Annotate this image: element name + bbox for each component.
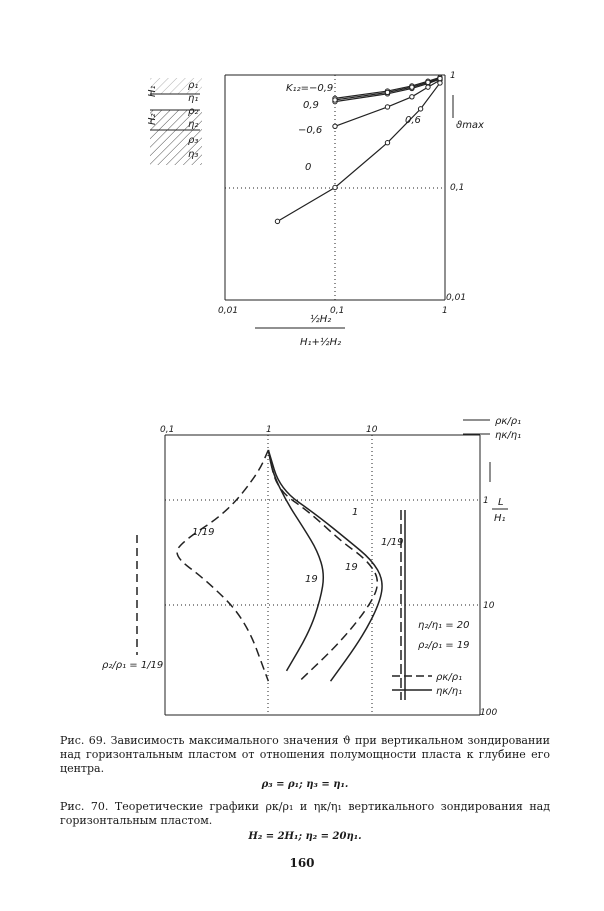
fig69-x-tick-1: 0,1 [330, 306, 345, 316]
fig70-y-tick-2: 100 [480, 708, 498, 718]
fig70-curve-label-d: 19 [305, 574, 318, 585]
fig69-y-mid: 0,1 [450, 183, 465, 193]
fig69-y-label: ϑmax [456, 120, 484, 131]
fig70-series-line-1 [268, 450, 377, 681]
strata-label-rho2: ρ₂ [188, 106, 199, 117]
fig70-x-tick-2: 10 [366, 425, 378, 435]
fig70-curve-label-e: 19 [345, 562, 358, 573]
fig69-y-top: 1 [450, 71, 456, 81]
fig70-y-tick-0: 1 [483, 496, 489, 506]
caption-fig70-eq: H₂ = 2H₁; η₂ = 20η₁. [248, 831, 362, 842]
fig69-x-tick-0: 0,01 [218, 306, 239, 316]
fig70-curve-label-b: 1 [352, 507, 359, 518]
fig70-x-tick-0: 0,1 [160, 425, 175, 435]
fig70-note-eta-ratio: η₂/η₁ = 20 [418, 620, 470, 631]
fig69-x-tick-2: 1 [442, 306, 448, 316]
fig70-note-rho-ratio: ρ₂/ρ₁ = 19 [418, 640, 470, 651]
fig69-x-label-den: H₁+½H₂ [300, 337, 342, 348]
page-number: 160 [289, 856, 315, 870]
fig70-y-label-den: H₁ [494, 513, 506, 524]
captions [60, 734, 550, 852]
fig70-series-line-0 [177, 450, 268, 681]
fig69-curve-label-06: 0,6 [405, 115, 421, 126]
strata-side-H2: H₂ [147, 113, 158, 125]
strata-label-eta2: η₂ [188, 119, 199, 130]
strata-label-rho3: ρ₃ [188, 135, 199, 146]
fig70-y-tick-1: 10 [483, 601, 495, 611]
fig69-curve-label-k12: K₁₂=−0,9 [286, 83, 334, 94]
fig70-top-label-rho: ρк/ρ₁ [495, 416, 522, 427]
fig70-x-tick-1: 1 [266, 425, 272, 435]
strata-label-eta1: η₁ [188, 93, 199, 104]
fig70-legend-rho: ρк/ρ₁ [436, 672, 463, 683]
fig69-curve-label-0: 0 [305, 162, 312, 173]
caption-fig69-eq: ρ₃ = ρ₁; η₃ = η₁. [261, 779, 349, 790]
strata-label-eta3: η₃ [188, 149, 199, 160]
caption-fig69: Рис. 69. Зависимость максимального значения ϑ при вертикальном зондировании над горизонтальным пластом от отношения полумощности пласта к глубине его центра. [60, 734, 550, 775]
fig69-x-label-num: ½H₂ [310, 314, 332, 325]
fig70-curve-label-a: 1/19 [192, 527, 215, 538]
caption-fig70: Рис. 70. Теоретические графики ρк/ρ₁ и ηк/η₁ вертикального зондирования над горизонтальным пластом. [60, 800, 550, 827]
fig70-top-label-eta: ηк/η₁ [495, 430, 522, 441]
fig70-legend-eta: ηк/η₁ [436, 686, 463, 697]
fig69-curve-label-m06: −0,6 [298, 125, 323, 136]
fig70-y-label-num: L [498, 497, 504, 508]
fig70-series-line-3 [268, 450, 382, 681]
fig70-curve-label-c: 1/19 [381, 537, 404, 548]
fig70-left-note: ρ₂/ρ₁ = 1/19 [102, 660, 164, 671]
strata-label-rho1: ρ₁ [188, 80, 199, 91]
fig69-curve-label-09: 0,9 [303, 100, 319, 111]
strata-side-H1: H₁ [147, 85, 158, 97]
fig69-y-bottom: 0,01 [446, 293, 467, 303]
